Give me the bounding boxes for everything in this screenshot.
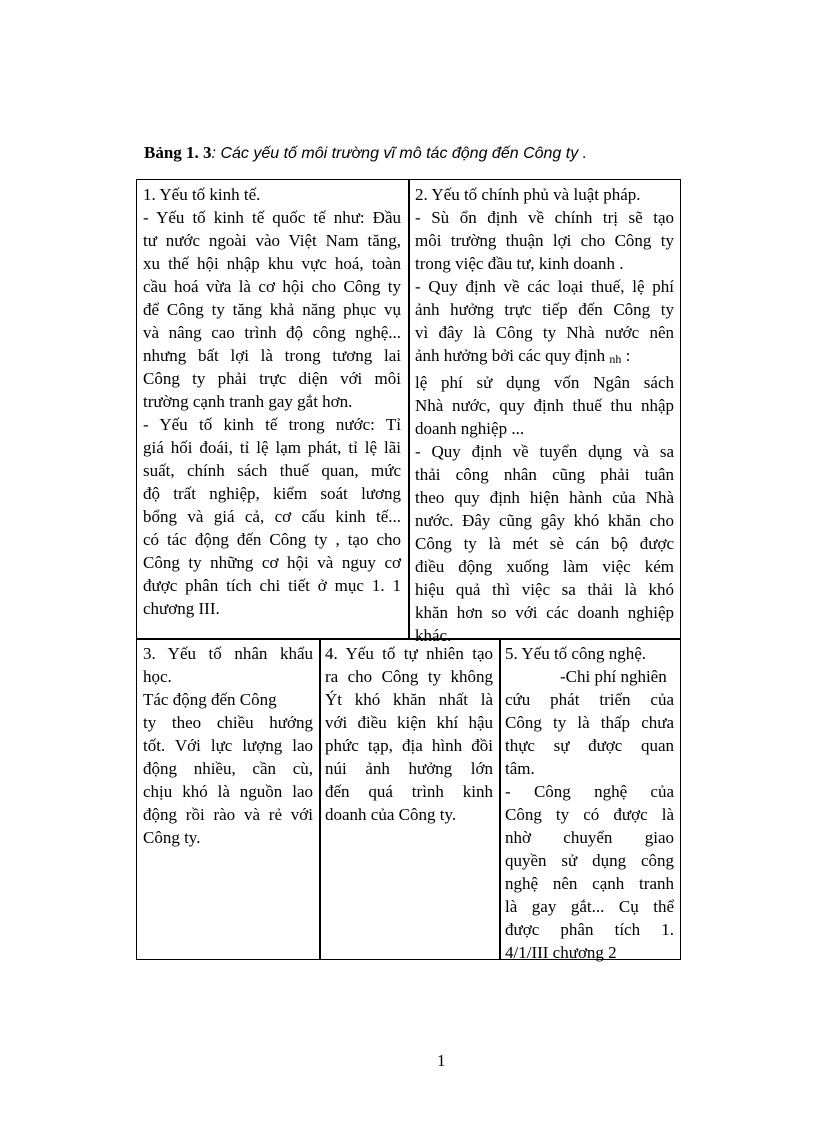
cell-demographic-factors bbox=[143, 642, 313, 849]
cell-text-line: 2. Yếu tố chính phủ và luật pháp. bbox=[415, 185, 641, 204]
cell-government-legal-factors bbox=[415, 183, 674, 647]
cell-text-line: cứu phát triển của bbox=[505, 690, 674, 709]
cell-subscript-suffix: : bbox=[621, 346, 631, 365]
cell-text-line: thải công nhân cũng phải tuân bbox=[415, 465, 674, 484]
cell-text-line bbox=[415, 344, 674, 371]
table-divider-bottom-left bbox=[319, 639, 321, 960]
cell-text-line: để Công ty tăng khả năng phục vụ bbox=[143, 300, 401, 319]
cell-text-line: - Quy định về tuyển dụng và sa bbox=[415, 442, 674, 461]
cell-text-line: - Sù ổn định về chính trị sẽ tạo bbox=[415, 208, 674, 227]
cell-text-line: núi ảnh hưởng lớn bbox=[325, 759, 493, 778]
cell-text-line: 4. Yếu tố tự nhiên tạo bbox=[325, 644, 493, 663]
cell-text-line: nghệ nên cạnh tranh bbox=[505, 874, 674, 893]
cell-text-line: với điều kiện khí hậu bbox=[325, 713, 493, 732]
cell-natural-factors bbox=[325, 642, 493, 826]
cell-text-line: đến quá trình kinh bbox=[325, 782, 493, 801]
table-caption bbox=[144, 143, 587, 163]
cell-text-line: động nhiều, cần cù, bbox=[143, 759, 313, 778]
cell-text-line: tốt. Với lực lượng lao bbox=[143, 736, 313, 755]
cell-text-line: nước. Đây cũng gây khó khăn cho bbox=[415, 511, 674, 530]
cell-text-line: quyền sử dụng công bbox=[505, 851, 674, 870]
cell-text-line: tâm. bbox=[505, 759, 535, 778]
cell-text-line: phức tạp, địa hình đồi bbox=[325, 736, 493, 755]
cell-text-line: Tác động đến Công bbox=[143, 690, 277, 709]
table-caption-label: Bảng 1. 3 bbox=[144, 143, 212, 162]
cell-text-line: Công ty những cơ hội và nguy cơ bbox=[143, 553, 401, 572]
cell-text-line: 3. Yếu tố nhân khẩu bbox=[143, 644, 313, 663]
cell-text-line: Công ty. bbox=[143, 828, 201, 847]
cell-text-line: tư nước ngoài vào Việt Nam tăng, bbox=[143, 231, 401, 250]
cell-technology-factors bbox=[505, 642, 674, 964]
cell-text-line: - Quy định về các loại thuế, lệ phí bbox=[415, 277, 674, 296]
cell-text-line: động rồi rào và rẻ với bbox=[143, 805, 313, 824]
cell-text-line: có tác động đến Công ty , tạo cho bbox=[143, 530, 401, 549]
macro-environment-table bbox=[136, 179, 681, 960]
table-caption-text: : Các yếu tố môi trường vĩ mô tác động đến Công ty . bbox=[211, 145, 588, 162]
cell-text-line: Công ty là mét sè cán bộ được bbox=[415, 534, 674, 553]
cell-text-line: ảnh hưởng trực tiếp đến Công ty bbox=[415, 300, 674, 319]
cell-text-line: Công ty phải trực diện với môi bbox=[143, 369, 401, 388]
cell-text-line: nhờ chuyển giao bbox=[505, 828, 674, 847]
cell-text-line: chịu khó là nguồn lao bbox=[143, 782, 313, 801]
cell-text-line: 5. Yếu tố công nghệ. bbox=[505, 644, 647, 663]
table-divider-bottom-right bbox=[499, 639, 501, 960]
cell-text-line: vì đây là Công ty Nhà nước nên bbox=[415, 323, 674, 342]
cell-text-line: trường cạnh tranh gay gắt hơn. bbox=[143, 392, 353, 411]
cell-text-line: Ýt khó khăn nhất là bbox=[325, 690, 493, 709]
cell-text-line: Nhà nước, quy định thuế thu nhập bbox=[415, 396, 674, 415]
cell-text-line-main: ảnh hưởng bởi các quy định bbox=[415, 346, 606, 365]
cell-text-line: theo quy định hiện hành của Nhà bbox=[415, 488, 674, 507]
cell-text-line: được phân tích chi tiết ở mục 1. 1 bbox=[143, 576, 401, 595]
cell-text-line: xu thế hội nhập khu vực hoá, toàn bbox=[143, 254, 401, 273]
cell-text-line: -Chi phí nghiên bbox=[560, 667, 667, 686]
cell-text-line: Công ty là thấp chưa bbox=[505, 713, 674, 732]
cell-text-line: khăn hơn so với các doanh nghiệp bbox=[415, 603, 674, 622]
cell-text-line: 1. Yếu tố kinh tế. bbox=[143, 185, 261, 204]
cell-text-line: - Yếu tố kinh tế trong nước: Tỉ bbox=[143, 415, 401, 434]
cell-text-line: hiệu quả thì việc sa thải là khó bbox=[415, 580, 674, 599]
cell-text-line: ra cho Công ty không bbox=[325, 667, 493, 686]
cell-text-line: chương III. bbox=[143, 599, 220, 618]
cell-subscript-text: nh bbox=[609, 352, 622, 366]
cell-text-line: nhưng bất lợi là trong tương lai bbox=[143, 346, 401, 365]
cell-text-line: bổng và giá cả, cơ cấu kinh tế... bbox=[143, 507, 401, 526]
cell-text-line: và nâng cao trình độ công nghệ... bbox=[143, 323, 401, 342]
cell-text-line: doanh nghiệp ... bbox=[415, 419, 525, 438]
cell-text-line: cầu hoá vừa là cơ hội cho Công ty bbox=[143, 277, 401, 296]
cell-text-line: được phân tích 1. bbox=[505, 920, 674, 939]
cell-text-line: môi trường thuận lợi cho Công ty bbox=[415, 231, 674, 250]
table-divider-top-vertical bbox=[408, 180, 410, 639]
cell-economic-factors bbox=[143, 183, 401, 620]
cell-text-line: là gay gắt... Cụ thể bbox=[505, 897, 674, 916]
cell-text-line: ty theo chiều hướng bbox=[143, 713, 313, 732]
cell-text-line: điều động xuống làm việc kém bbox=[415, 557, 674, 576]
cell-text-line: độ trất nghiệp, kiểm soát lương bbox=[143, 484, 401, 503]
cell-text-line: thực sự được quan bbox=[505, 736, 674, 755]
cell-text-line: học. bbox=[143, 667, 172, 686]
cell-text-line: lệ phí sử dụng vốn Ngân sách bbox=[415, 373, 674, 392]
cell-text-line: 4/1/III chương 2 bbox=[505, 943, 617, 962]
cell-text-line: - Yếu tố kinh tế quốc tế như: Đầu bbox=[143, 208, 401, 227]
cell-text-line: khác. bbox=[415, 626, 452, 645]
cell-text-line: trong việc đầu tư, kinh doanh . bbox=[415, 254, 624, 273]
cell-text-line: Công ty có được là bbox=[505, 805, 674, 824]
cell-text-line: - Công nghệ của bbox=[505, 782, 674, 801]
cell-text-line: doanh của Công ty. bbox=[325, 805, 457, 824]
cell-text-line: suất, chính sách thuế quan, mức bbox=[143, 461, 401, 480]
page-number: 1 bbox=[437, 1051, 446, 1070]
cell-text-line: giá hối đoái, tỉ lệ lạm phát, tỉ lệ lãi bbox=[143, 438, 401, 457]
